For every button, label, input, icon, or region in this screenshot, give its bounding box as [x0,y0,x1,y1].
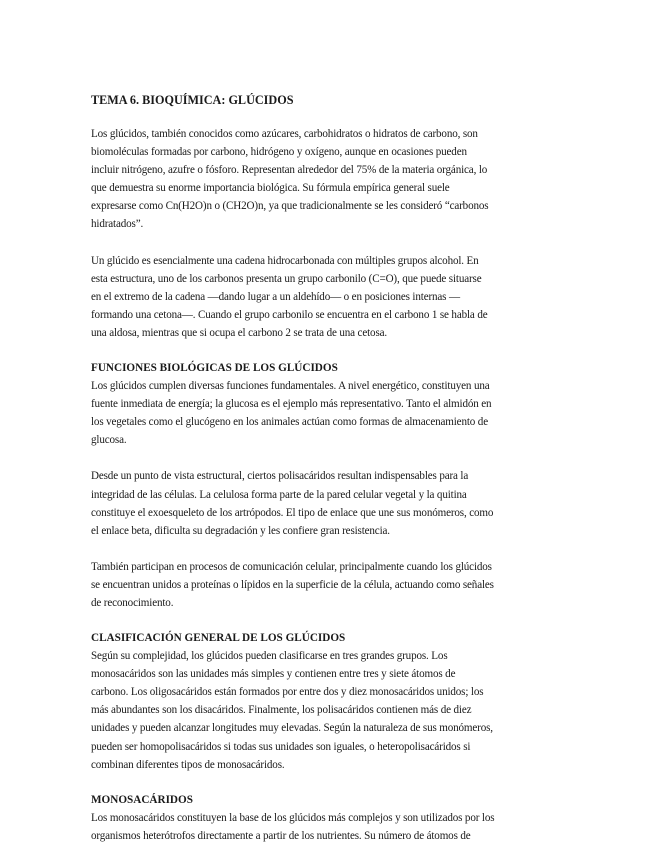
classification-heading: CLASIFICACIÓN GENERAL DE LOS GLÚCIDOS [91,632,346,645]
monosaccharides-paragraph [91,809,571,845]
text-line: formando una cetona—. Cuando el grupo carbonilo se encuentra en el carbono 1 se habla de [91,308,488,321]
document-page [91,92,571,845]
text-line: monosacáridos son las unidades más simples y contienen entre tres y siete átomos de [91,668,456,681]
text-line: de reconocimiento. [91,596,174,609]
text-line: Los monosacáridos constituyen la base de los glúcidos más complejos y son utilizados por los [91,811,495,824]
monosaccharides-heading: MONOSACÁRIDOS [91,793,193,806]
text-line: que demuestra su enorme importancia biológica. Su fórmula empírica general suele [91,182,450,195]
text-line: organismos heterótrofos directamente a partir de los nutrientes. Su número de átomos de [91,829,471,842]
functions-paragraph-structural [91,467,571,539]
text-line: esta estructura, uno de los carbonos presenta un grupo carbonilo (C=O), que puede situarse [91,272,482,285]
intro-paragraph [91,125,571,234]
text-line: incluir nitrógeno, azufre o fósforo. Representan alrededor del 75% de la materia orgánica, lo [91,164,488,177]
text-line: Los glúcidos, también conocidos como azúcares, carbohidratos o hidratos de carbono, son [91,128,478,140]
text-line: También participan en procesos de comunicación celular, principalmente cuando los glúcidos [91,560,492,573]
text-line: unidades y pueden alcanzar longitudes muy elevadas. Según la naturaleza de sus monómeros, [91,722,493,735]
text-line: los vegetales como el glucógeno en los animales actúan como formas de almacenamiento de [91,416,488,429]
document-title: TEMA 6. BIOQUÍMICA: GLÚCIDOS [91,93,294,107]
text-line: Según su complejidad, los glúcidos pueden clasificarse en tres grandes grupos. Los [91,650,448,663]
text-line: el enlace beta, dificulta su degradación y les confiere gran resistencia. [91,524,390,537]
text-line: Desde un punto de vista estructural, ciertos polisacáridos resultan indispensables para la [91,470,469,483]
text-line: glucosa. [91,434,127,447]
functions-heading: FUNCIONES BIOLÓGICAS DE LOS GLÚCIDOS [91,362,338,375]
text-line: constituye el exoesqueleto de los artrópodos. El tipo de enlace que une sus monómeros, como [91,506,494,519]
text-line: Los glúcidos cumplen diversas funciones fundamentales. A nivel energético, constituyen una [91,380,490,393]
text-line: una aldosa, mientras que si ocupa el carbono 2 se trata de una cetosa. [91,326,388,339]
text-line: fuente inmediata de energía; la glucosa es el ejemplo más representativo. Tanto el almidón en [91,398,492,411]
text-line: carbono. Los oligosacáridos están formados por entre dos y diez monosacáridos unidos; los [91,686,484,699]
functions-paragraph-communication [91,558,571,612]
text-line: biomoléculas formadas por carbono, hidrógeno y oxígeno, aunque en ocasiones pueden [91,146,467,159]
text-line: Un glúcido es esencialmente una cadena hidrocarbonada con múltiples grupos alcohol. En [91,254,479,267]
text-line: combinan diferentes tipos de monosacáridos. [91,758,285,771]
text-line: más abundantes son los disacáridos. Finalmente, los polisacáridos contienen más de diez [91,704,472,717]
text-line: pueden ser homopolisacáridos si todas sus unidades son iguales, o heteropolisacáridos si [91,740,471,753]
text-line: expresarse como Cn(H2O)n o (CH2O)n, ya que tradicionalmente se les consideró “carbonos [91,200,489,213]
text-line: hidratados”. [91,218,144,231]
structure-paragraph [91,252,571,342]
text-line: en el extremo de la cadena —dando lugar a un aldehído— o en posiciones internas — [91,290,460,303]
text-line: se encuentran unidos a proteínas o lípidos en la superficie de la célula, actuando como señales [91,578,494,591]
functions-paragraph-energy [91,377,571,449]
text-line: integridad de las células. La celulosa forma parte de la pared celular vegetal y la quitina [91,488,467,501]
classification-paragraph [91,647,571,774]
